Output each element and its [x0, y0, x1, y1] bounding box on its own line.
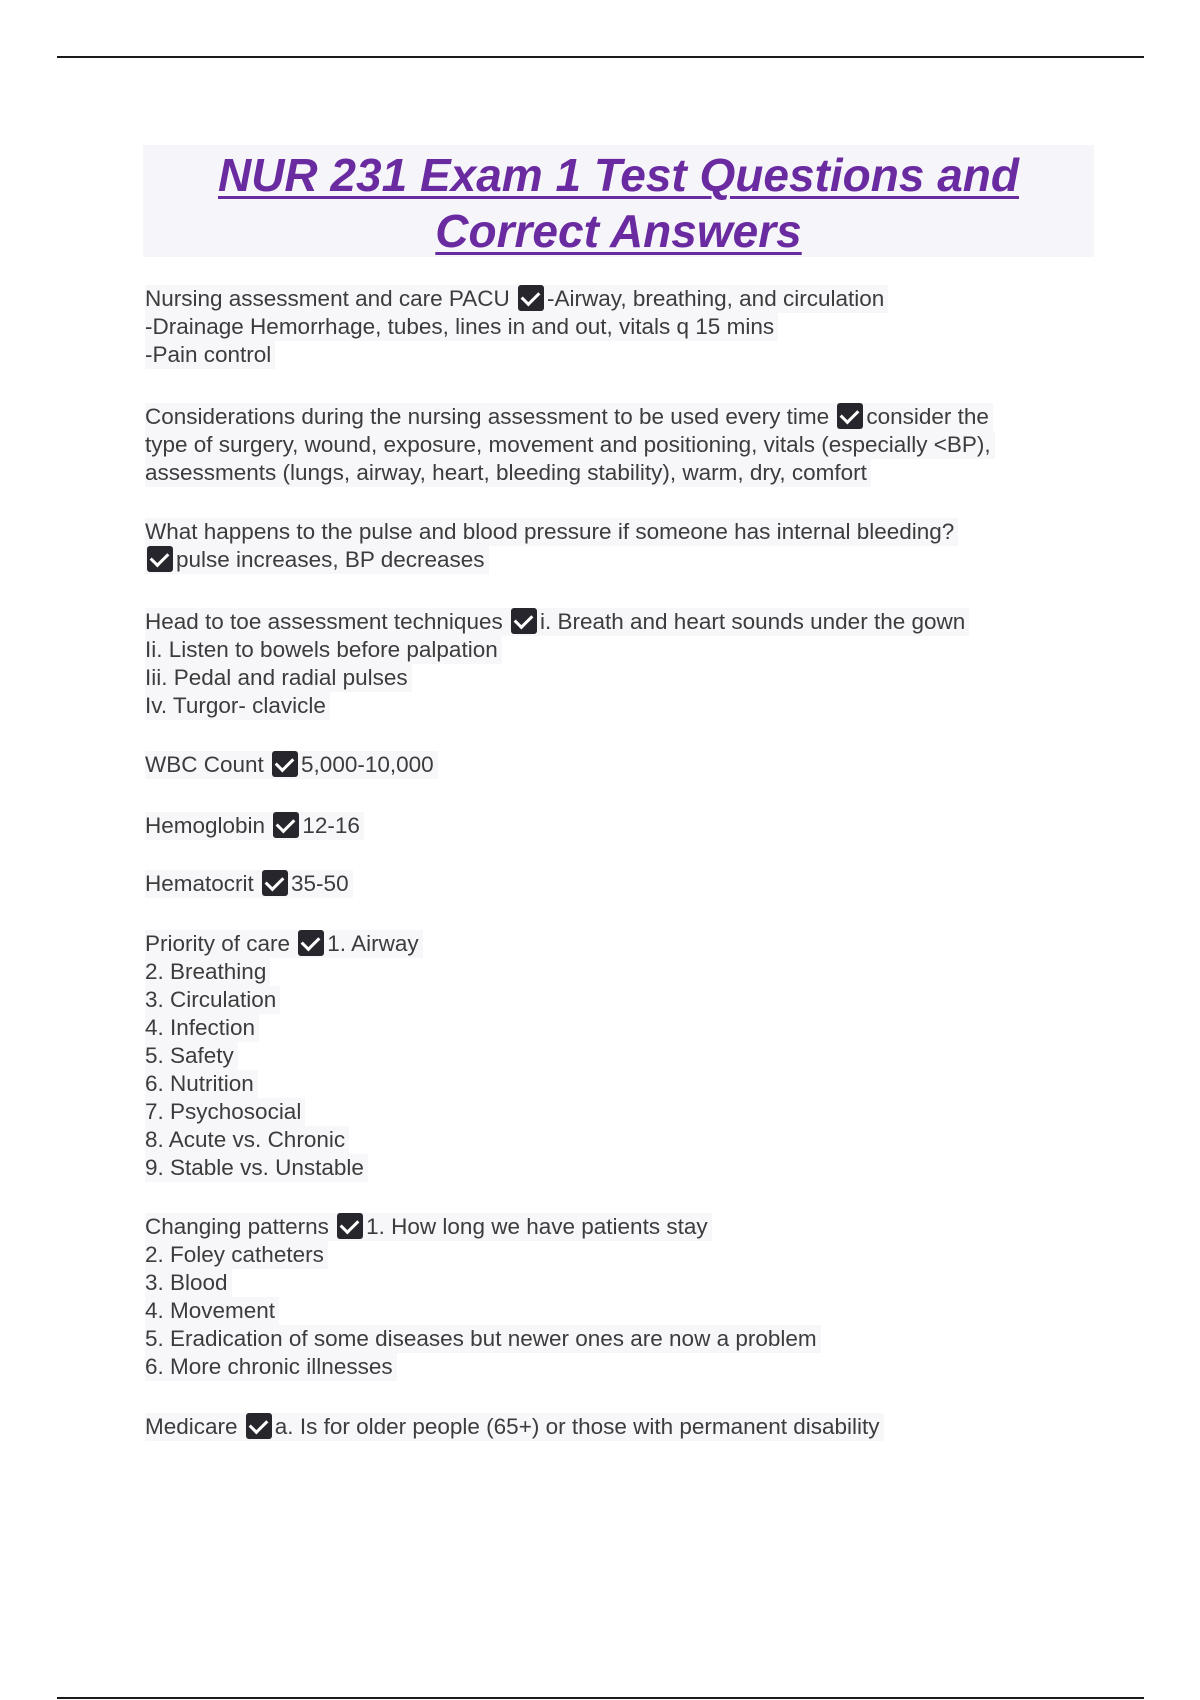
qa-item-10 [145, 1413, 1085, 1441]
answer-line: 3. Circulation [145, 986, 280, 1014]
qa-item-7 [145, 870, 1085, 898]
answer-text: 35-50 [291, 871, 349, 896]
qa-item-9 [145, 1213, 1085, 1381]
question-text: Hematocrit [145, 871, 261, 896]
qa-item-2 [145, 403, 1085, 487]
answer-line: 5. Eradication of some diseases but newer ones are now a problem [145, 1325, 821, 1353]
checkmark-icon [337, 1213, 363, 1239]
qa-first-line [145, 812, 364, 840]
answer-text: i. Breath and heart sounds under the gown [539, 609, 966, 634]
question-text: Medicare [145, 1414, 244, 1439]
qa-first-line [145, 403, 993, 431]
answer-text: 1. How long we have patients stay [366, 1214, 708, 1239]
answer-line: -Pain control [145, 341, 275, 369]
title-line-1: NUR 231 Exam 1 Test Questions and [217, 149, 1019, 201]
answer-line: -Drainage Hemorrhage, tubes, lines in and out, vitals q 15 mins [145, 313, 778, 341]
question-text: Priority of care [145, 931, 297, 956]
question-text: Head to toe assessment techniques [145, 609, 509, 634]
title-block [143, 145, 1094, 257]
checkmark-icon [837, 403, 863, 429]
checkmark-icon [272, 751, 298, 777]
qa-item-1 [145, 285, 1085, 369]
answer-line: 7. Psychosocial [145, 1098, 305, 1126]
checkmark-icon [262, 870, 288, 896]
qa-first-line [145, 1413, 884, 1441]
answer-line: 9. Stable vs. Unstable [145, 1154, 368, 1182]
answer-line: assessments (lungs, airway, heart, bleeding stability), warm, dry, comfort [145, 459, 871, 487]
qa-item-8 [145, 930, 1085, 1182]
document-title [143, 145, 1094, 259]
answer-text: 5,000-10,000 [301, 752, 434, 777]
checkmark-icon [273, 812, 299, 838]
qa-item-3 [145, 518, 1085, 574]
answer-line [145, 546, 489, 574]
question-text: What happens to the pulse and blood pressure if someone has internal bleeding? [145, 518, 958, 546]
answer-line: 6. More chronic illnesses [145, 1353, 397, 1381]
qa-item-6 [145, 812, 1085, 840]
answer-line: 2. Breathing [145, 958, 270, 986]
question-text: Considerations during the nursing assessment to be used every time [145, 404, 836, 429]
answer-text: consider the [866, 404, 989, 429]
answer-line: 3. Blood [145, 1269, 232, 1297]
qa-first-line [145, 870, 353, 898]
answer-line: 2. Foley catheters [145, 1241, 328, 1269]
answer-text: a. Is for older people (65+) or those with permanent disability [274, 1414, 880, 1439]
question-text: WBC Count [145, 752, 271, 777]
title-line-2: Correct Answers [435, 205, 802, 257]
answer-line: 4. Infection [145, 1014, 259, 1042]
question-text: Hemoglobin [145, 813, 272, 838]
header-rule [57, 56, 1144, 58]
answer-text: -Airway, breathing, and circulation [547, 286, 885, 311]
qa-item-5 [145, 751, 1085, 779]
qa-first-line [145, 285, 888, 313]
qa-first-line [145, 608, 969, 636]
answer-line: type of surgery, wound, exposure, movement and positioning, vitals (especially <BP), [145, 431, 995, 459]
answer-line: 5. Safety [145, 1042, 238, 1070]
footer-rule [57, 1697, 1144, 1699]
question-text: Nursing assessment and care PACU [145, 286, 516, 311]
answer-line: Iv. Turgor- clavicle [145, 692, 330, 720]
answer-text: 12-16 [302, 813, 360, 838]
qa-first-line [145, 1213, 712, 1241]
answer-text: pulse increases, BP decreases [176, 547, 485, 572]
answer-line: 6. Nutrition [145, 1070, 258, 1098]
answer-line: 8. Acute vs. Chronic [145, 1126, 349, 1154]
answer-line: Ii. Listen to bowels before palpation [145, 636, 502, 664]
answer-line: 4. Movement [145, 1297, 279, 1325]
qa-first-line [145, 751, 438, 779]
checkmark-icon [298, 930, 324, 956]
checkmark-icon [511, 608, 537, 634]
qa-item-4 [145, 608, 1085, 720]
answer-text: 1. Airway [327, 931, 419, 956]
qa-first-line [145, 930, 423, 958]
question-text: Changing patterns [145, 1214, 336, 1239]
checkmark-icon [246, 1413, 272, 1439]
checkmark-icon [518, 285, 544, 311]
checkmark-icon [147, 546, 173, 572]
answer-line: Iii. Pedal and radial pulses [145, 664, 412, 692]
